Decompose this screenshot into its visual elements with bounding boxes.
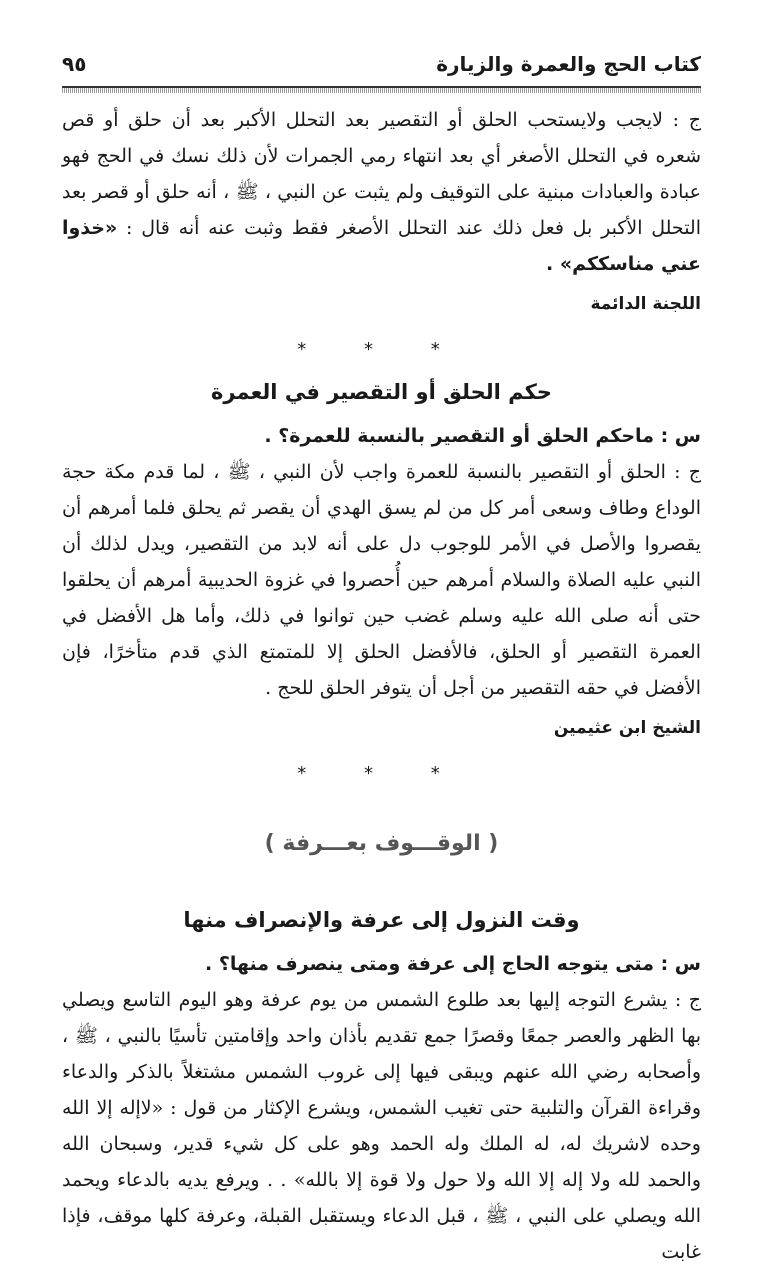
page-number: ٩٥ — [62, 52, 87, 76]
answer-arafah: ج : يشرع التوجه إليها بعد طلوع الشمس من يوم عرفة وهو اليوم التاسع ويصلي بها الظهر والعصر جمعًا وقصرًا جمع تقديم بأذان واحد وإقامتين تأسيًا بالنبي ، ﷺ ، وأصحابه رضي الله عنهم ويبقى فيها إلى غروب الشمس مشتغلاً بالذكر والدعاء وقراءة القرآن والتلبية حتى تغيب الشمس، ويشرع الإكثار من قول : «لاإله إلا الله وحده لاشريك له، له الملك وله الحمد وهو على كل شيء قدير، وسبحان الله والحمد لله ولا إله إلا الله ولا حول ولا قوة إلا بالله» . . ويرفع يديه بالدعاء ويحمد الله ويصلي على النبي ، ﷺ ، قبل الدعاء ويستقبل القبلة، وعرفة كلها موقف، فإذا غابت — [62, 989, 701, 1263]
separator-stars: * * * — [297, 763, 466, 784]
answer-quote: «خذوا عني مناسككم» . — [62, 217, 701, 275]
separator-stars: * * * — [297, 339, 466, 360]
answer-paragraph-1 — [62, 102, 701, 282]
question-arafah: س : متى يتوجه الحاج إلى عرفة ومتى ينصرف منها؟ . — [204, 953, 701, 975]
page-content — [62, 102, 701, 1270]
book-title: كتاب الحج والعمرة والزيارة — [436, 52, 701, 76]
signature-committee: اللجنة الدائمة — [590, 294, 701, 314]
answer-shaving: ج : الحلق أو التقصير بالنسبة للعمرة واجب لأن النبي ، ﷺ ، لما قدم مكة حجة الوداع وطاف وسعى أمر كل من لم يسق الهدي أن يقصر ثم يحلق فلما أمرهم أن يقصروا والأصل في الأمر للوجوب دل على أنه لابد من التقصير، ويدل لذلك أن النبي عليه الصلاة والسلام أمرهم حين أُحصروا في غزوة الحديبية أمرهم أن يحلقوا حتى أنه صلى الله عليه وسلم غضب حين توانوا في ذلك، وأما هل الأفضل في العمرة التقصير أو الحلق، فالأفضل الحلق إلا للمتمتع الذي قدم متأخرًا، فإن الأفضل في حقه التقصير من أجل أن يتوفر الحلق للحج . — [62, 461, 701, 699]
answer-text: ج : لايجب ولايستحب الحلق أو التقصير بعد التحلل الأكبر بعد أن حلق أو قص شعره في التحلل الأصغر أي بعد انتهاء رمي الجمرات لأن ذلك نسك في الحج فهو عبادة والعبادات مبنية على التوقيف ولم يثبت عن النبي ، ﷺ ، أنه حلق أو قصر بعد التحلل الأكبر بل فعل ذلك عند التحلل الأصغر فقط وثبت عنه أنه قال : — [62, 109, 701, 239]
section-title-shaving: حكم الحلق أو التقصير في العمرة — [211, 380, 552, 404]
signature-uthaymin: الشيخ ابن عثيمين — [553, 718, 701, 738]
chapter-title: ( الوقـــوف بعـــرفة ) — [264, 831, 499, 856]
page-header — [62, 44, 701, 84]
header-rule — [62, 86, 701, 93]
section-title-arafah: وقت النزول إلى عرفة والإنصراف منها — [183, 908, 580, 932]
question-shaving: س : ماحكم الحلق أو التقصير بالنسبة للعمرة؟ . — [264, 425, 701, 447]
